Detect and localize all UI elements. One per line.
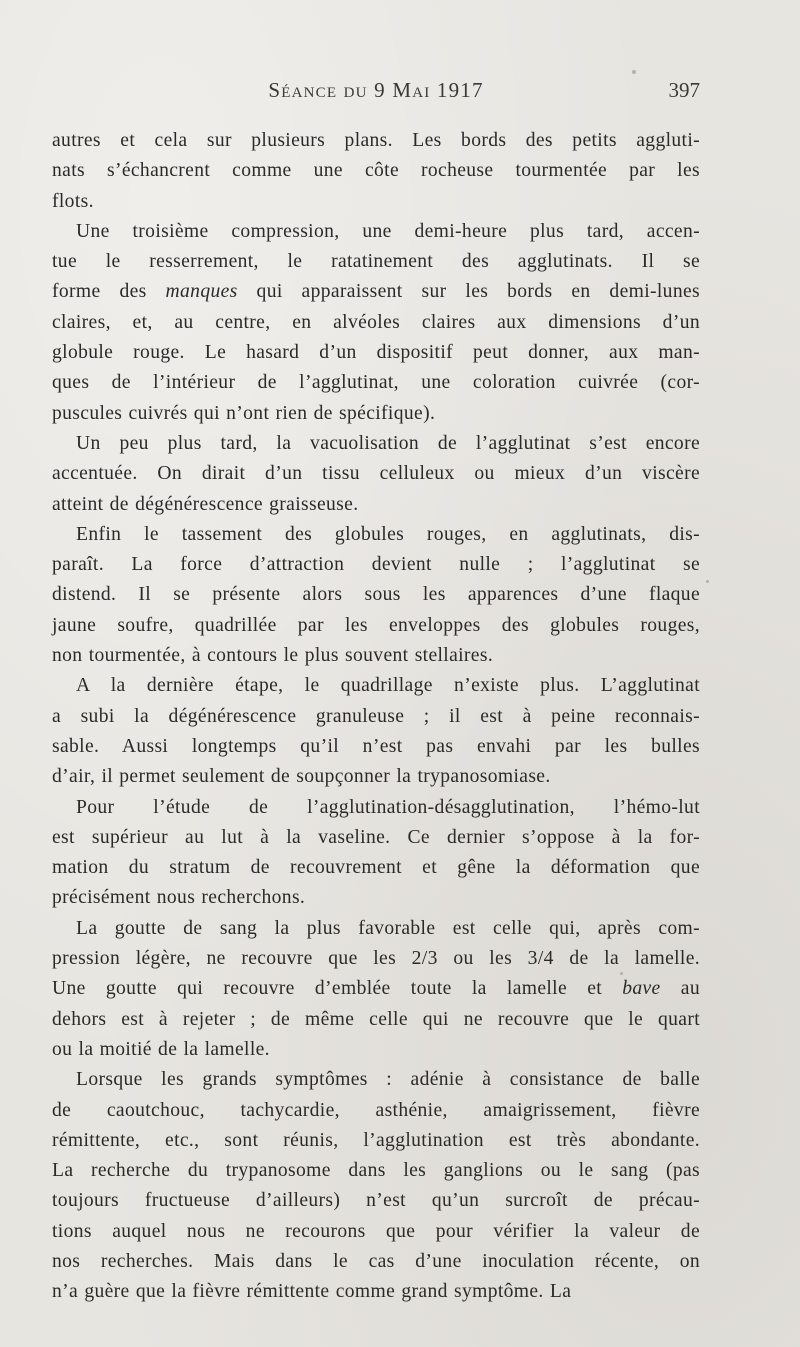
text-line: paraît. La force d’attraction devient nulle ; l’agglutinat se: [52, 554, 700, 576]
text-line: a subi la dégénérescence granuleuse ; il est à peine reconnais-: [52, 705, 700, 727]
print-speck: [620, 972, 623, 975]
text-line: de caoutchouc, tachycardie, asthénie, amaigrissement, fièvre: [52, 1099, 700, 1121]
paragraph: [52, 217, 700, 429]
running-title: Séance du 9 Mai 1917: [268, 78, 484, 102]
paragraph: [52, 126, 700, 217]
text-line: Une goutte qui recouvre d’emblée toute la lamelle et bave au: [52, 978, 700, 1000]
text-line: La goutte de sang la plus favorable est celle qui, après com-: [76, 917, 700, 939]
running-head: [52, 78, 700, 112]
text-line: tue le resserrement, le ratatinement des agglutinats. Il se: [52, 251, 700, 273]
text-line: tions auquel nous ne recourons que pour vérifier la valeur de: [52, 1220, 700, 1242]
text-line: toujours fructueuse d’ailleurs) n’est qu’un surcroît de précau-: [52, 1190, 700, 1212]
text-line: non tourmentée, à contours le plus souvent stellaires.: [52, 645, 494, 667]
text-line: atteint de dégénérescence graisseuse.: [52, 493, 359, 515]
text-line: puscules cuivrés qui n’ont rien de spécifique).: [52, 402, 436, 424]
body-text: [52, 126, 700, 1308]
text-line: nats s’échancrent comme une côte rocheuse tourmentée par les: [52, 160, 700, 182]
text-line: Enfin le tassement des globules rouges, en agglutinats, dis-: [76, 523, 700, 545]
print-speck: [706, 580, 709, 583]
text-line: nos recherches. Mais dans le cas d’une inoculation récente, on: [52, 1250, 700, 1272]
text-line: accentuée. On dirait d’un tissu celluleux ou mieux d’un viscère: [52, 463, 700, 485]
text-line: ques de l’intérieur de l’agglutinat, une coloration cuivrée (cor-: [52, 372, 700, 394]
text-line: d’air, il permet seulement de soupçonner la trypanosomiase.: [52, 766, 551, 788]
text-line: jaune soufre, quadrillée par les enveloppes des globules rouges,: [52, 614, 700, 636]
text-line: sable. Aussi longtemps qu’il n’est pas envahi par les bulles: [52, 735, 700, 757]
paragraph: [52, 520, 700, 671]
text-line: autres et cela sur plusieurs plans. Les bords des petits aggluti-: [52, 130, 700, 151]
italic-term: manques: [165, 281, 238, 303]
text-line: forme des manques qui apparaissent sur les bords en demi-lunes: [52, 281, 700, 303]
text-line: Lorsque les grands symptômes : adénie à consistance de balle: [76, 1069, 700, 1091]
text-line: Une troisième compression, une demi-heure plus tard, accen-: [76, 220, 700, 242]
text-line: Un peu plus tard, la vacuolisation de l’agglutinat s’est encore: [76, 432, 700, 454]
text-line: est supérieur au lut à la vaseline. Ce dernier s’oppose à la for-: [52, 826, 700, 848]
text-line: précisément nous recherchons.: [52, 887, 306, 909]
text-line: dehors est à rejeter ; de même celle qui ne recouvre que le quart: [52, 1008, 700, 1030]
text-line: ou la moitié de la lamelle.: [52, 1038, 270, 1060]
text-line: claires, et, au centre, en alvéoles claires aux dimensions d’un: [52, 311, 700, 333]
text-line: n’a guère que la fièvre rémittente comme grand symptôme. La: [52, 1281, 572, 1303]
paragraph: [52, 429, 700, 520]
print-speck: [632, 70, 636, 74]
paragraph: [52, 671, 700, 792]
paragraph: [52, 1065, 700, 1307]
italic-term: bave: [622, 978, 661, 1000]
text-line: pression légère, ne recouvre que les 2/3 ou les 3/4 de la lamelle.: [52, 948, 700, 970]
page-number: 397: [668, 78, 700, 102]
text-line: La recherche du trypanosome dans les ganglions ou le sang (pas: [52, 1160, 700, 1182]
paragraph: [52, 793, 700, 914]
text-line: flots.: [52, 190, 94, 212]
text-line: Pour l’étude de l’agglutination-désagglutination, l’hémo-lut: [76, 796, 700, 818]
paragraph: [52, 914, 700, 1065]
text-line: globule rouge. Le hasard d’un dispositif peut donner, aux man-: [52, 342, 700, 364]
text-line: distend. Il se présente alors sous les apparences d’une flaque: [52, 584, 700, 606]
text-line: A la dernière étape, le quadrillage n’existe plus. L’agglutinat: [76, 675, 700, 697]
text-line: mation du stratum de recouvrement et gêne la déformation que: [52, 857, 700, 879]
text-line: rémittente, etc., sont réunis, l’agglutination est très abondante.: [52, 1129, 700, 1151]
